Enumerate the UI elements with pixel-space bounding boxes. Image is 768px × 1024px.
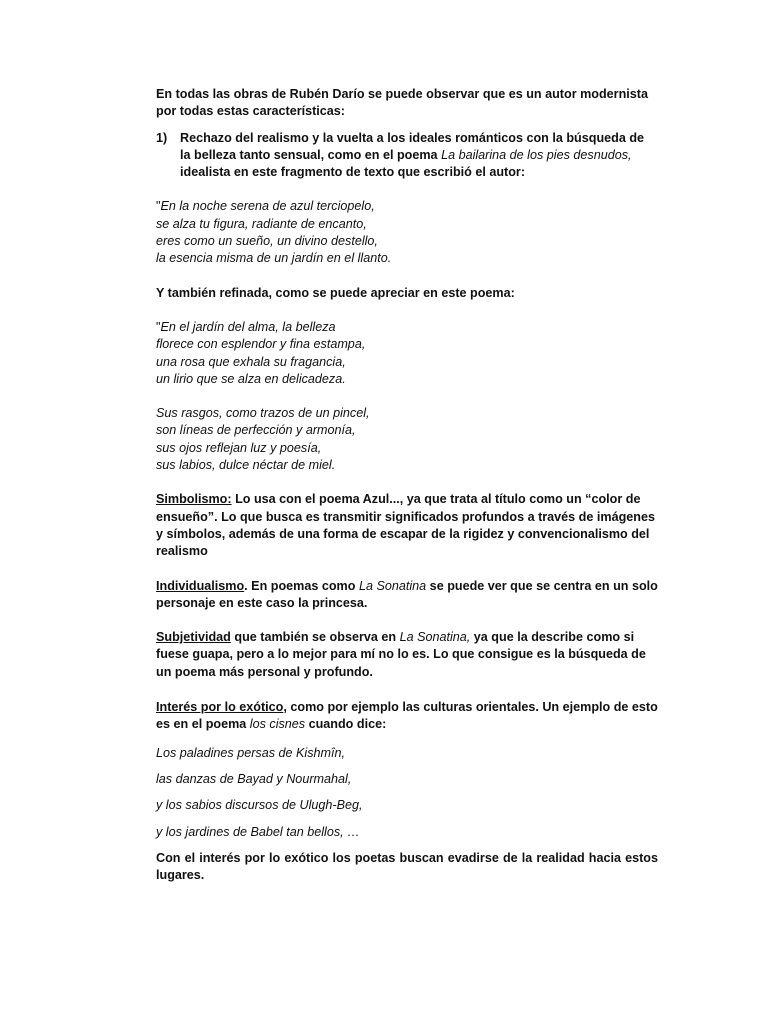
verse-line-4: y los jardines de Babel tan bellos, …	[156, 824, 360, 839]
individualismo-paragraph	[156, 578, 658, 613]
poem-2-line-4: un lirio que se alza en delicadeza.	[156, 371, 346, 386]
refinada-intro: Y también refinada, como se puede apreciar en este poema:	[156, 285, 515, 300]
individualismo-term: Individualismo	[156, 578, 245, 593]
poem-1-open-quote: "	[156, 199, 161, 214]
list-item-1	[156, 130, 658, 182]
poem-1-line-2: se alza tu figura, radiante de encanto,	[156, 216, 367, 231]
poem-2-line-2: florece con esplendor y fina estampa,	[156, 337, 366, 352]
verse-line-2: las danzas de Bayad y Nourmahal,	[156, 771, 352, 786]
item1-text-b: idealista en este fragmento de texto que escribió el autor:	[180, 165, 526, 180]
exotico-poem: los cisnes	[249, 717, 306, 732]
conclusion-paragraph: Con el interés por lo exótico los poetas buscan evadirse de la realidad hacia estos lugares.	[156, 850, 658, 883]
exotico-text-a: , como por ejemplo las culturas orientales. Un ejemplo de esto es en el poema	[156, 700, 658, 732]
poem-2-line-8: sus labios, dulce néctar de miel.	[156, 458, 336, 473]
poem-2-line-3: una rosa que exhala su fragancia,	[156, 354, 346, 369]
simbolismo-text: Lo usa con el poema Azul..., ya que trata al título como un “color de ensueño”. Lo que busca es transmitir significados profundos a través de imágenes y símbolos, además de una forma de escapar de la rigidez y convencionalismo del realismo	[156, 492, 655, 559]
exotico-term: Interés por lo exótico	[156, 700, 284, 715]
poem-2-open-quote: "	[156, 319, 161, 334]
subjetividad-text-b: ya que la describe como si fuese guapa, pero a lo mejor para mí no lo es. Lo que consigue es la búsqueda de un poema más personal y profundo.	[156, 630, 646, 679]
poem-1	[156, 198, 658, 267]
item1-poem-title: La bailarina de los pies desnudos,	[441, 147, 632, 162]
item1-text-a: Rechazo del realismo y la vuelta a los ideales románticos con la búsqueda de la belleza tanto sensual, como en el poema	[180, 130, 645, 162]
subjetividad-paragraph	[156, 629, 658, 681]
poem-2-line-7: sus ojos reflejan luz y poesía,	[156, 440, 322, 455]
individualismo-text-b: se puede ver que se centra en un solo personaje en este caso la princesa.	[156, 578, 658, 610]
simbolismo-term: Simbolismo:	[156, 492, 232, 507]
intro-paragraph: En todas las obras de Rubén Darío se puede observar que es un autor modernista por todas estas características:	[156, 87, 648, 119]
poem-2-stanza-2	[156, 405, 658, 474]
individualismo-text-a: . En poemas como	[244, 578, 359, 593]
poem-2-line-6: son líneas de perfección y armonía,	[156, 423, 356, 438]
poem-2-line-5: Sus rasgos, como trazos de un pincel,	[156, 406, 370, 421]
poem-2-stanza-1	[156, 319, 658, 388]
list-number: 1)	[156, 130, 168, 145]
poem-1-line-text: En la noche serena de azul terciopelo,	[160, 199, 375, 214]
verse-line-1: Los paladines persas de Kishmîn,	[156, 745, 346, 760]
subjetividad-term: Subjetividad	[156, 630, 231, 645]
poem-1-line-1	[156, 198, 658, 215]
verse-line-3: y los sabios discursos de Ulugh-Beg,	[156, 798, 363, 813]
simbolismo-paragraph	[156, 491, 658, 560]
poem-1-line-3: eres como un sueño, un divino destello,	[156, 234, 378, 249]
individualismo-poem: La Sonatina	[358, 578, 427, 593]
document-page	[156, 86, 658, 884]
exotico-paragraph	[156, 699, 658, 734]
exotico-text-b: cuando dice:	[305, 717, 387, 732]
list-item-body	[180, 130, 658, 182]
poem-1-line-4: la esencia misma de un jardín en el llanto.	[156, 251, 392, 266]
subjetividad-text-a: que también se observa en	[230, 630, 400, 645]
poem-2-line-text: En el jardín del alma, la belleza	[160, 319, 336, 334]
subjetividad-poem: La Sonatina,	[399, 630, 471, 645]
poem-2-line-1	[156, 319, 658, 336]
